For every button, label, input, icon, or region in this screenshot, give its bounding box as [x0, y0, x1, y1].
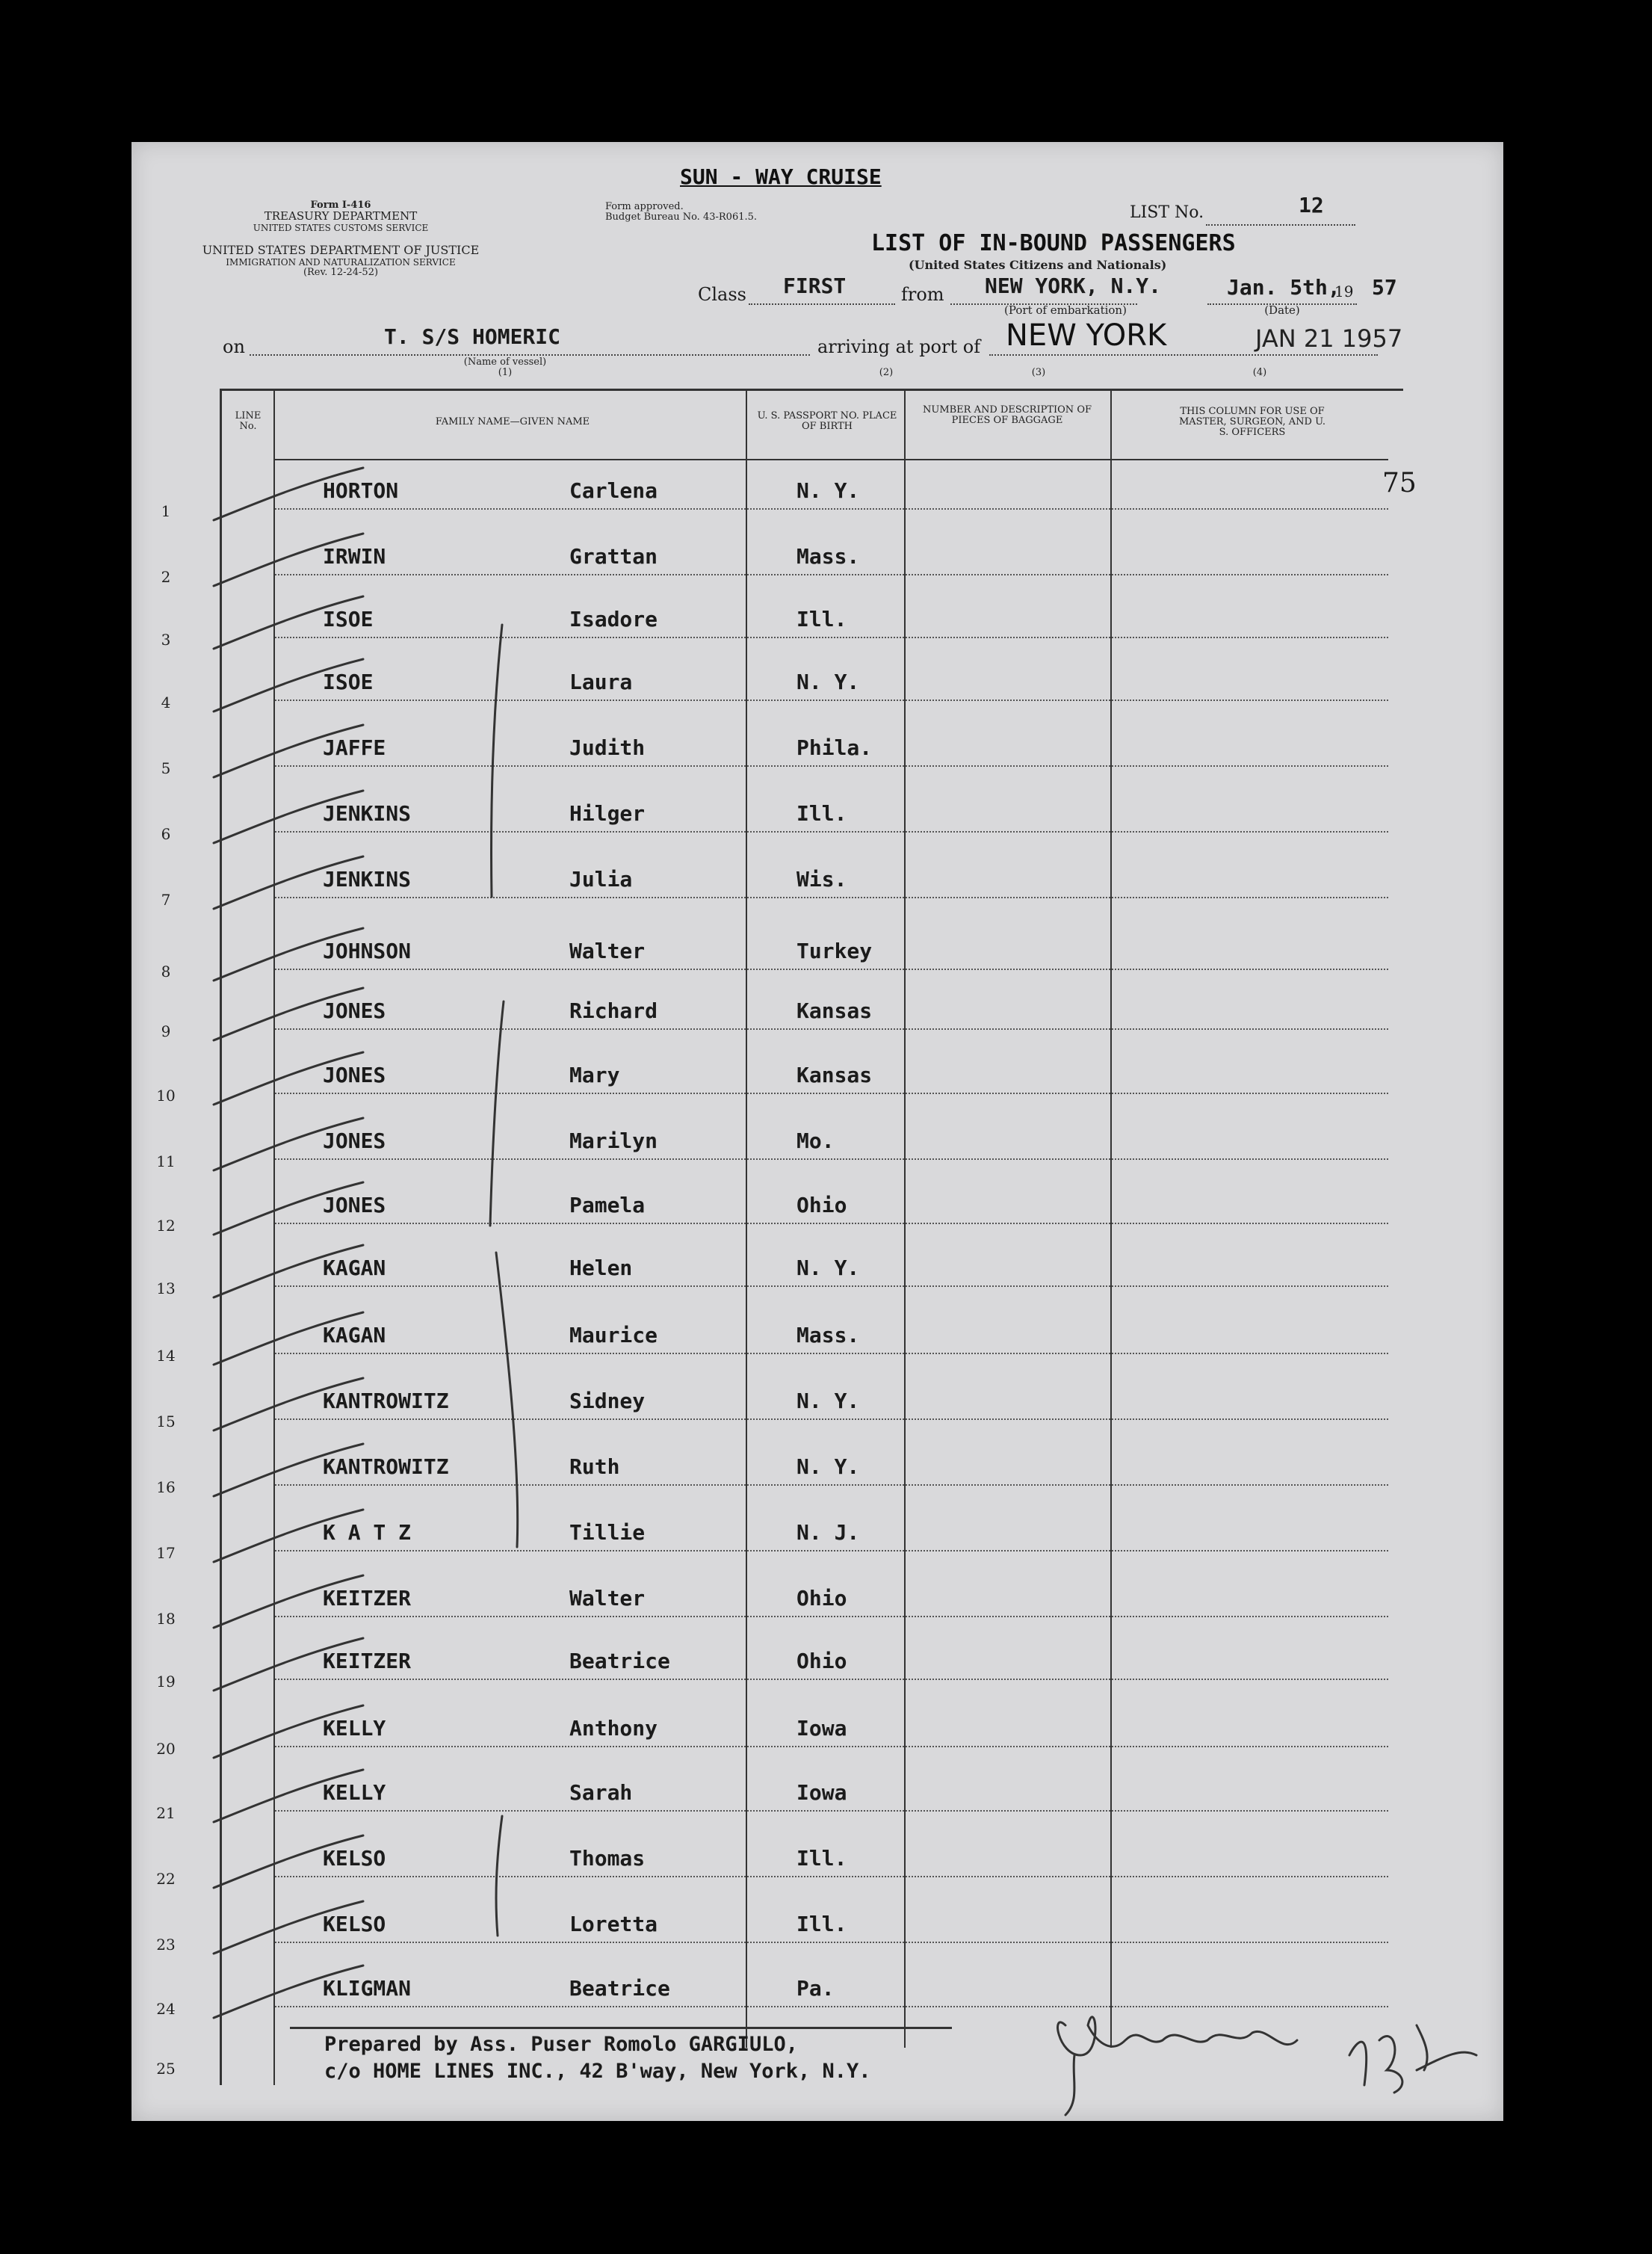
vessel-caption: (Name of vessel) — [463, 356, 547, 368]
family-name: KAGAN — [323, 1323, 386, 1347]
place-of-birth: Wis. — [796, 867, 847, 892]
place-of-birth: Mass. — [796, 1323, 860, 1347]
cruise-title: SUN - WAY CRUISE — [680, 164, 882, 189]
family-name: JONES — [323, 1063, 386, 1087]
place-of-birth: Ill. — [796, 801, 847, 826]
from-label: from — [901, 284, 944, 305]
given-name: Anthony — [569, 1716, 658, 1741]
family-name: KANTROWITZ — [323, 1389, 449, 1413]
family-name: JONES — [323, 1193, 386, 1217]
place-of-birth: N. Y. — [796, 1256, 860, 1280]
vessel-num: (1) — [498, 367, 513, 378]
line-number: 7 — [161, 891, 171, 909]
manifest-page — [132, 142, 1503, 2121]
budget-bureau: Budget Bureau No. 43-R061.5. — [605, 211, 758, 223]
given-name: Carlena — [569, 478, 658, 503]
arrival-port-value: NEW YORK — [1006, 318, 1167, 353]
col-officers: THIS COLUMN FOR USE OF MASTER, SURGEON, AND U. S. OFFICERS — [1178, 406, 1326, 438]
col-line-no: LINE No. — [235, 410, 262, 432]
line-number: 10 — [156, 1087, 176, 1105]
given-name: Tillie — [569, 1520, 646, 1545]
given-name: Pamela — [569, 1193, 646, 1217]
line-number: 16 — [156, 1478, 176, 1496]
line-number: 22 — [156, 1870, 176, 1888]
given-name: Loretta — [569, 1912, 658, 1936]
line-number: 5 — [161, 759, 171, 777]
place-of-birth: Mo. — [796, 1128, 835, 1153]
form-revision: (Rev. 12-24-52) — [303, 267, 379, 278]
prepared-by-line2: c/o HOME LINES INC., 42 B'way, New York, N.Y. — [324, 2060, 871, 2083]
given-name: Sidney — [569, 1389, 646, 1413]
given-name: Thomas — [569, 1846, 646, 1871]
line-number: 4 — [161, 694, 171, 711]
line-number: 1 — [161, 502, 171, 520]
given-name: Marilyn — [569, 1128, 658, 1153]
family-name: JENKINS — [323, 801, 412, 826]
arrival-port-caption-num: (3) — [1031, 367, 1046, 378]
place-of-birth: Kansas — [796, 998, 873, 1023]
prepared-by-line1: Prepared by Ass. Puser Romolo GARGIULO, — [324, 2033, 798, 2056]
family-name: KELLY — [323, 1780, 386, 1805]
place-of-birth: Iowa — [796, 1780, 847, 1805]
col-passport: U. S. PASSPORT NO. PLACE OF BIRTH — [757, 410, 897, 432]
line-number: 21 — [156, 1804, 176, 1822]
family-name: KELSO — [323, 1912, 386, 1936]
place-of-birth: Ohio — [796, 1193, 847, 1217]
date-caption: (Date) — [1264, 303, 1300, 317]
justice-dept: UNITED STATES DEPARTMENT OF JUSTICE — [202, 243, 480, 257]
immigration-service: IMMIGRATION AND NATURALIZATION SERVICE — [226, 257, 456, 268]
place-of-birth: N. Y. — [796, 478, 860, 503]
place-of-birth: Iowa — [796, 1716, 847, 1741]
place-of-birth: Ohio — [796, 1586, 847, 1611]
year-prefix: 19 — [1334, 282, 1354, 300]
port-embark-value: NEW YORK, N.Y. — [985, 274, 1162, 298]
arrival-port-num: (2) — [879, 367, 894, 378]
family-name: KEITZER — [323, 1649, 412, 1673]
family-name: ISOE — [323, 607, 374, 632]
given-name: Julia — [569, 867, 633, 892]
place-of-birth: Ill. — [796, 1846, 847, 1871]
given-name: Laura — [569, 670, 633, 694]
line-number: 13 — [156, 1279, 176, 1297]
on-label: on — [223, 336, 245, 357]
given-name: Beatrice — [569, 1976, 670, 2001]
list-no-label: LIST No. — [1130, 203, 1204, 222]
given-name: Grattan — [569, 544, 658, 569]
line-number: 11 — [156, 1152, 176, 1170]
place-of-birth: Mass. — [796, 544, 860, 569]
port-embark-caption: (Port of embarkation) — [1004, 303, 1127, 317]
line-number: 8 — [161, 963, 171, 981]
arrival-stamp-date: JAN 21 1957 — [1255, 324, 1403, 353]
given-name: Hilger — [569, 801, 646, 826]
place-of-birth: N. Y. — [796, 670, 860, 694]
given-name: Helen — [569, 1256, 633, 1280]
place-of-birth: Ohio — [796, 1649, 847, 1673]
place-of-birth: N. Y. — [796, 1389, 860, 1413]
place-of-birth: N. J. — [796, 1520, 860, 1545]
family-name: K A T Z — [323, 1520, 412, 1545]
list-no-value: 12 — [1299, 193, 1324, 217]
vessel-value: T. S/S HOMERIC — [384, 324, 561, 349]
family-name: JONES — [323, 998, 386, 1023]
given-name: Ruth — [569, 1454, 620, 1479]
family-name: HORTON — [323, 478, 399, 503]
given-name: Mary — [569, 1063, 620, 1087]
place-of-birth: Kansas — [796, 1063, 873, 1087]
date-value: Jan. 5th, — [1227, 275, 1340, 300]
family-name: JOHNSON — [323, 939, 412, 963]
family-name: JENKINS — [323, 867, 412, 892]
line-number: 12 — [156, 1217, 176, 1235]
list-subtitle: (United States Citizens and Nationals) — [909, 258, 1167, 272]
place-of-birth: Phila. — [796, 735, 873, 760]
col-baggage: NUMBER AND DESCRIPTION OF PIECES OF BAGGAGE — [922, 404, 1092, 426]
line-number: 23 — [156, 1936, 176, 1954]
year-value: 57 — [1372, 275, 1397, 300]
line-number: 14 — [156, 1347, 176, 1365]
line-number: 18 — [156, 1610, 176, 1628]
place-of-birth: Ill. — [796, 1912, 847, 1936]
family-name: JONES — [323, 1128, 386, 1153]
line-number: 2 — [161, 568, 171, 586]
treasury-dept: TREASURY DEPARTMENT — [264, 209, 418, 223]
family-name: KANTROWITZ — [323, 1454, 449, 1479]
family-name: KLIGMAN — [323, 1976, 412, 2001]
form-approved: Form approved. — [605, 201, 684, 212]
form-number: Form I-416 — [310, 200, 371, 211]
arriving-label: arriving at port of — [817, 336, 981, 357]
place-of-birth: Pa. — [796, 1976, 835, 2001]
given-name: Judith — [569, 735, 646, 760]
line-number: 3 — [161, 631, 171, 649]
family-name: KEITZER — [323, 1586, 412, 1611]
family-name: KAGAN — [323, 1256, 386, 1280]
col-name: FAMILY NAME—GIVEN NAME — [435, 416, 590, 427]
line-number: 9 — [161, 1022, 171, 1040]
given-name: Isadore — [569, 607, 658, 632]
given-name: Walter — [569, 939, 646, 963]
line-number: 15 — [156, 1412, 176, 1430]
family-name: ISOE — [323, 670, 374, 694]
given-name: Maurice — [569, 1323, 658, 1347]
class-value: FIRST — [783, 274, 847, 298]
class-label: Class — [698, 284, 746, 305]
handwriting-overlay — [132, 142, 1503, 2121]
stamp-num: (4) — [1252, 367, 1267, 378]
family-name: IRWIN — [323, 544, 386, 569]
margin-note: 75 — [1382, 468, 1417, 498]
customs-service: UNITED STATES CUSTOMS SERVICE — [253, 223, 429, 233]
line-number: 19 — [156, 1673, 176, 1690]
place-of-birth: Ill. — [796, 607, 847, 632]
line-number: 25 — [156, 2060, 176, 2078]
line-number: 6 — [161, 825, 171, 843]
list-title: LIST OF IN-BOUND PASSENGERS — [871, 230, 1236, 256]
given-name: Beatrice — [569, 1649, 670, 1673]
family-name: JAFFE — [323, 735, 386, 760]
given-name: Richard — [569, 998, 658, 1023]
line-number: 20 — [156, 1740, 176, 1758]
family-name: KELSO — [323, 1846, 386, 1871]
place-of-birth: Turkey — [796, 939, 873, 963]
line-number: 17 — [156, 1544, 176, 1562]
line-number: 24 — [156, 2000, 176, 2018]
given-name: Walter — [569, 1586, 646, 1611]
given-name: Sarah — [569, 1780, 633, 1805]
family-name: KELLY — [323, 1716, 386, 1741]
place-of-birth: N. Y. — [796, 1454, 860, 1479]
